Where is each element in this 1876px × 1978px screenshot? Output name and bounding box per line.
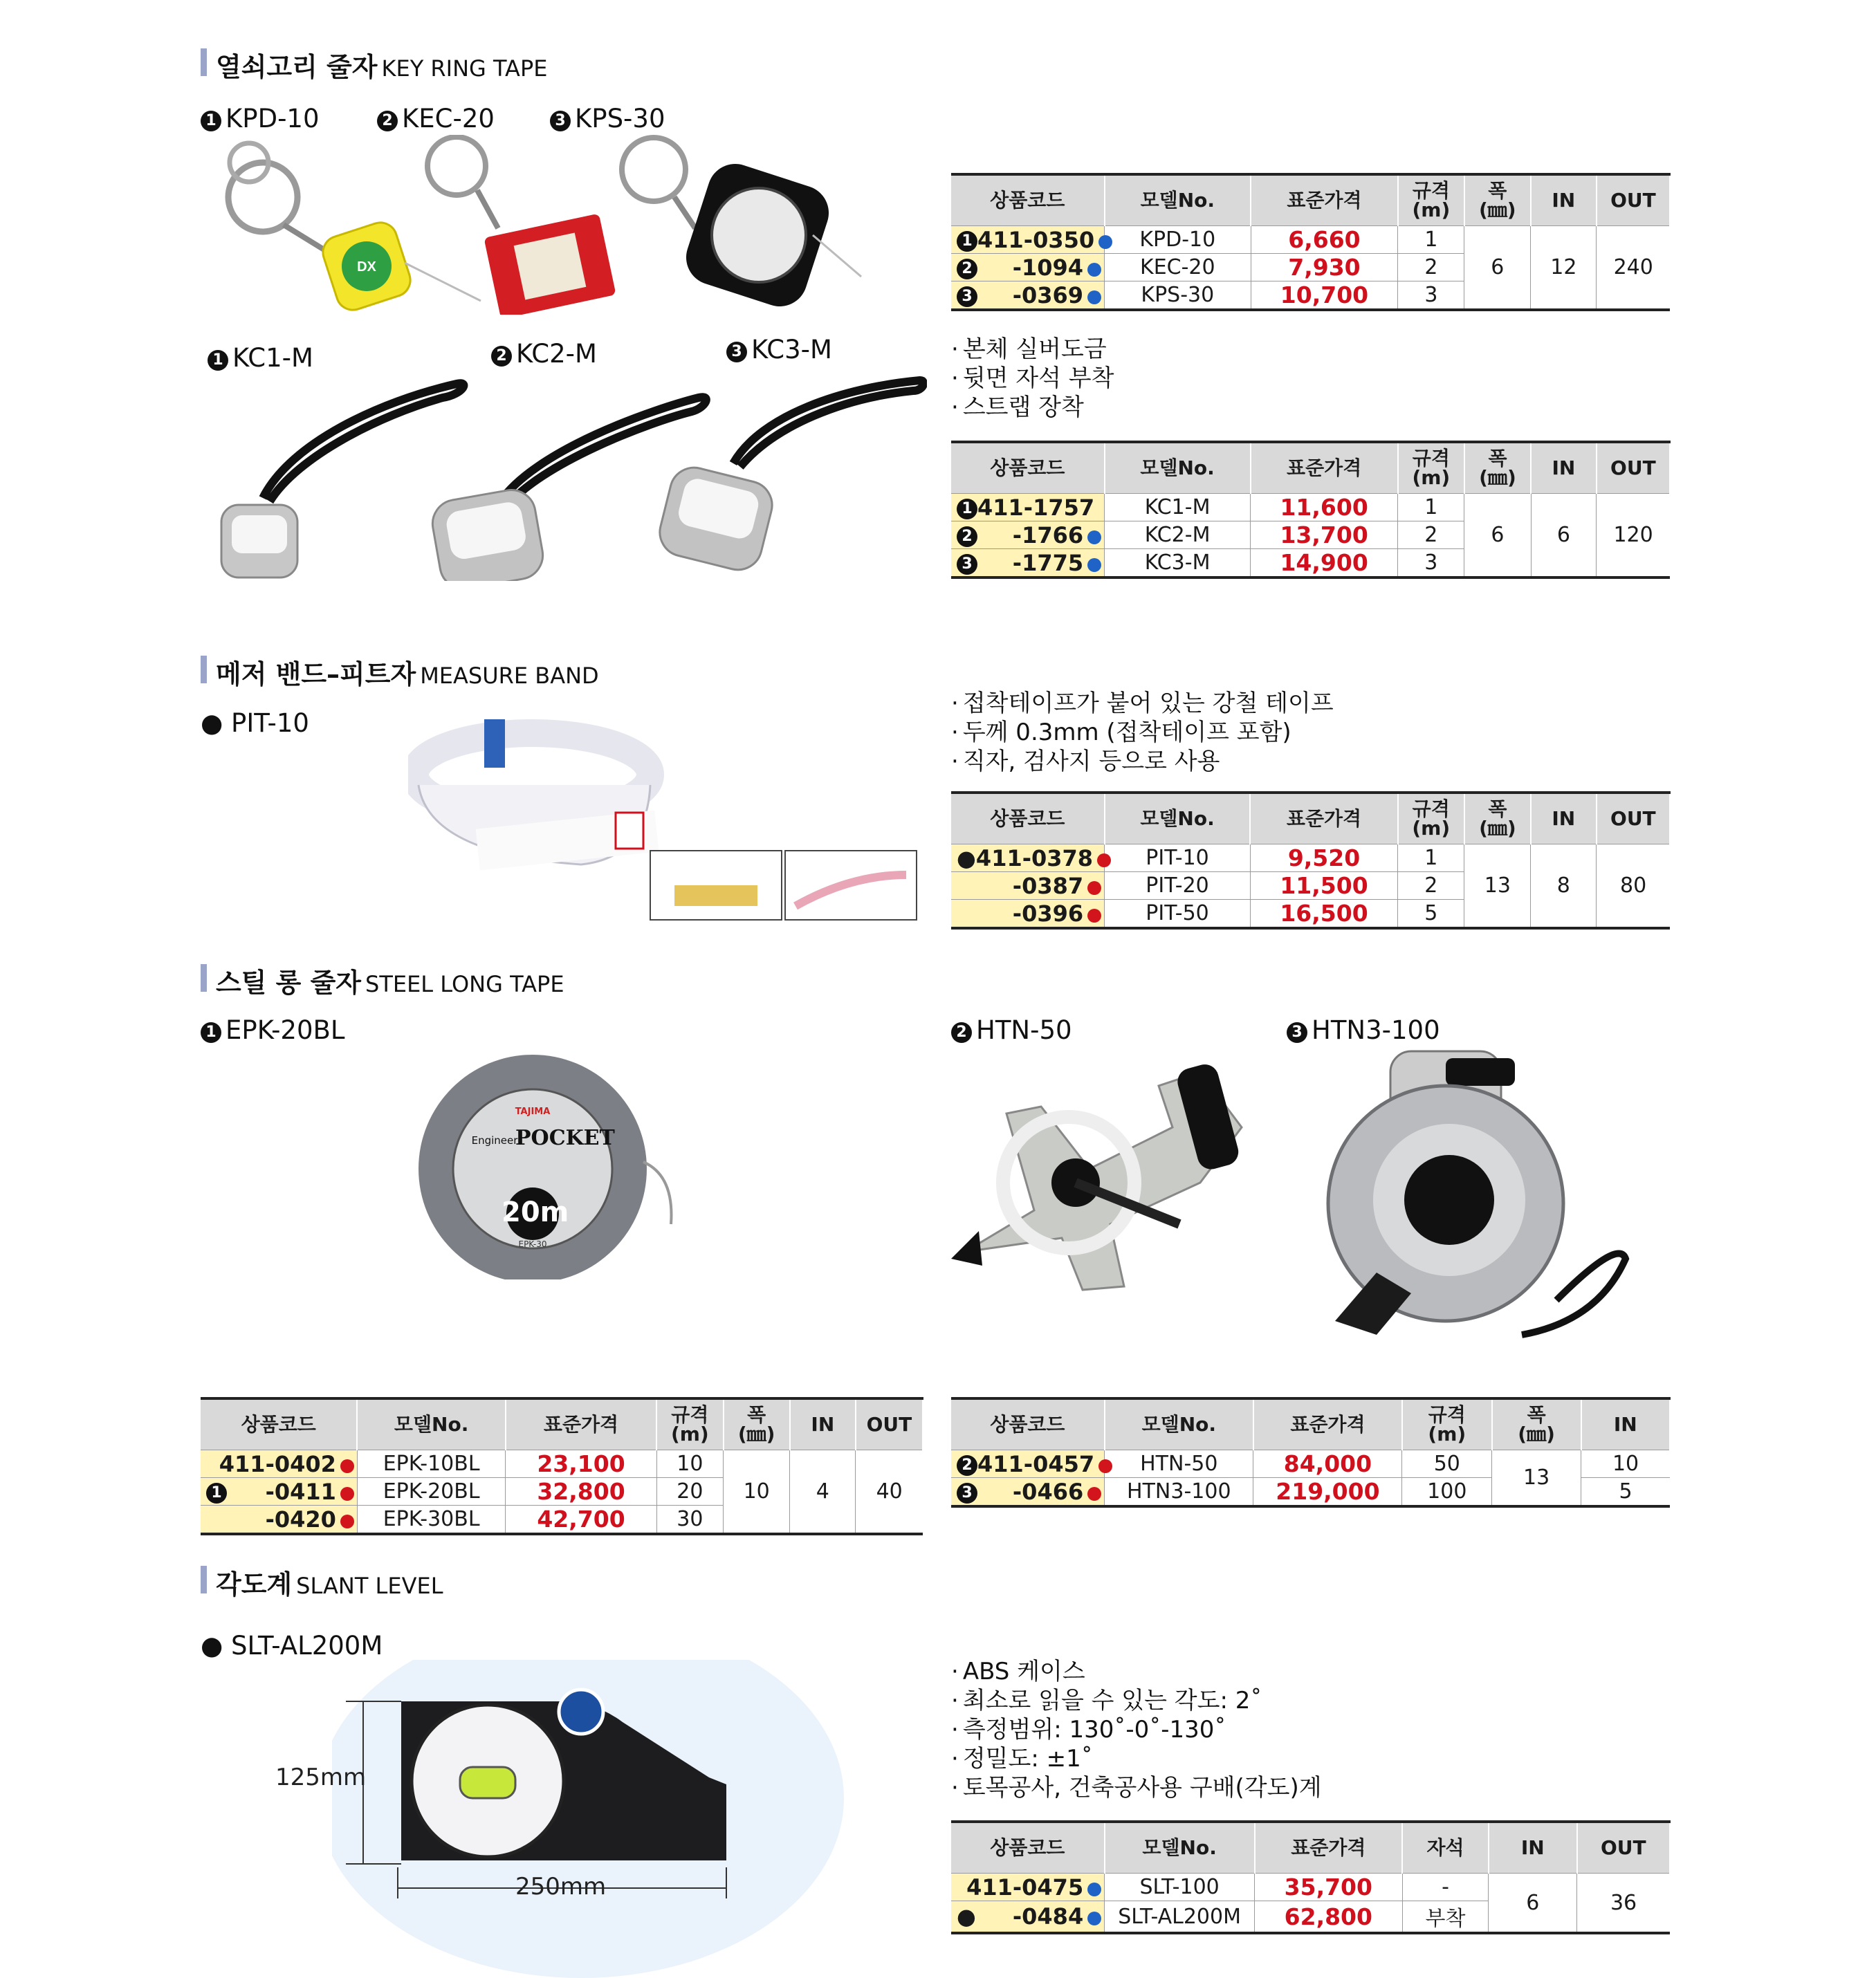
feature-item: · 접착테이프가 붙어 있는 강철 테이프 [951,689,1334,718]
feature-item: · ABS 케이스 [951,1657,1322,1686]
header-magnet: 자석 [1402,1822,1489,1874]
blue-dot-icon [1098,235,1112,249]
price-cell: 7,930 [1251,254,1398,281]
table-header-row [951,1398,1670,1450]
feature-list-pit [951,689,1334,776]
htn3-100-image [1294,1044,1653,1362]
magnet-cell: 부착 [1402,1901,1489,1934]
code-text: -0484 [1012,1903,1084,1930]
out-cell: 120 [1597,494,1670,578]
kc-series-images [208,360,927,581]
code-text: 411-1757 [977,494,1095,521]
pocket-line2: POCKET [515,1126,615,1150]
header-model: 모델No. [1105,174,1251,226]
product-label-text: PIT-10 [231,708,309,738]
table-row [951,1450,1670,1478]
bullet-dot: ● [957,844,976,871]
table-row [951,844,1670,872]
number-badge: 3 [726,342,747,362]
model-cell: KPD-10 [1105,226,1251,254]
feature-item: · 직자, 검사지 등으로 사용 [951,747,1334,776]
table-row [951,1874,1670,1901]
height-dimension: 125mm [275,1764,367,1791]
model-cell: KPS-30 [1105,281,1251,311]
bullet-dot: ● [201,708,232,738]
code-text: -0369 [1012,281,1084,308]
model-cell: SLT-AL200M [1105,1901,1255,1934]
header-width-text: 폭 [1488,179,1507,202]
product-label-text: KPD-10 [226,104,320,133]
header-out: OUT [1577,1822,1670,1874]
code-text: 411-0457 [977,1450,1095,1477]
spec-cell: 20 [656,1478,723,1506]
code-cell [951,872,1105,900]
header-in: IN [1581,1398,1670,1450]
section-title-ko: 열쇠고리 줄자 [216,52,378,82]
header-in: IN [1531,442,1597,494]
feature-list-kc [951,335,1114,422]
svg-text:DX: DX [357,259,376,275]
feature-item: · 스트랩 장착 [951,393,1114,422]
code-cell [201,1478,357,1506]
header-width-unit: (㎜) [1479,466,1516,489]
spec-cell: 1 [1398,494,1464,521]
number-badge: 1 [206,1483,227,1504]
red-dot-icon [1097,853,1111,867]
header-width [724,1398,790,1450]
in-cell: 12 [1531,226,1597,311]
price-cell: 16,500 [1250,900,1397,929]
code-cell [951,900,1105,929]
price-cell: 32,800 [506,1478,656,1506]
red-dot-icon [340,1515,354,1528]
model-cell: KC1-M [1105,494,1251,521]
spec-cell: 3 [1398,281,1464,311]
code-cell [951,1450,1105,1478]
model-cell: EPK-30BL [357,1506,505,1535]
red-dot-icon [1087,1487,1101,1501]
red-dot-icon [1087,909,1101,923]
number-badge: 3 [1287,1022,1307,1043]
header-model: 모델No. [1105,793,1251,844]
section-title-en: SLANT LEVEL [296,1573,443,1599]
header-spec [1398,174,1464,226]
header-width [1464,793,1531,844]
epk-20bl-image [405,1051,674,1279]
header-spec [1402,1398,1492,1450]
product-label-kpd [201,104,320,133]
product-label-text: HTN3-100 [1312,1015,1440,1045]
model-cell: KEC-20 [1105,254,1251,281]
in-cell: 6 [1531,494,1597,578]
product-label-text: SLT-AL200M [231,1631,383,1661]
product-label-slt [201,1631,383,1661]
blue-dot-icon [1087,1883,1101,1896]
header-spec [1398,442,1464,494]
price-cell: 11,500 [1250,872,1397,900]
price-cell: 23,100 [506,1450,656,1478]
header-spec-text: 규격 [1412,179,1450,202]
spec-table-pit [951,791,1671,930]
kec-20-image [415,135,636,315]
spec-cell: 1 [1398,226,1464,254]
number-badge: 3 [550,111,571,131]
header-price: 표준가격 [1255,1822,1403,1874]
product-label-htn [951,1015,1072,1045]
spec-cell: 10 [656,1450,723,1478]
number-badge: 2 [951,1022,972,1043]
number-badge: 3 [957,286,977,307]
header-in: IN [1531,793,1597,844]
header-spec-unit: (m) [1428,1423,1466,1445]
width-cell: 13 [1492,1450,1581,1507]
spec-cell: 3 [1398,549,1464,578]
product-label-text: KC3-M [751,335,832,364]
price-cell: 62,800 [1255,1901,1403,1934]
code-text: -1766 [1012,521,1084,548]
number-badge: 1 [208,350,228,371]
code-cell [951,494,1105,521]
model-cell: PIT-10 [1105,844,1251,872]
header-spec-text: 규격 [671,1403,709,1426]
header-out: OUT [1597,442,1670,494]
code-text: -0387 [1012,872,1084,899]
header-out: OUT [1597,793,1670,844]
blue-dot-icon [1087,263,1101,277]
spec-table-epk [201,1397,923,1535]
feature-item: · 정밀도: ±1˚ [951,1744,1322,1773]
spec-cell: 50 [1402,1450,1492,1478]
number-badge: 2 [957,526,977,547]
in-cell: 10 [1581,1450,1670,1478]
price-cell: 219,000 [1253,1478,1402,1507]
code-text: -0396 [1012,900,1084,927]
section-title-steel [201,961,564,999]
header-width [1492,1398,1581,1450]
measure-band-image [408,709,948,930]
section-title-ko: 메저 밴드–피트자 [216,659,416,690]
code-cell [951,1478,1105,1507]
header-price: 표준가격 [1250,793,1397,844]
header-width-unit: (㎜) [1479,817,1516,840]
red-dot-icon [1087,881,1101,895]
spec-table-slt [951,1820,1671,1934]
price-cell: 42,700 [506,1506,656,1535]
header-width [1464,174,1531,226]
bullet-dot: ● [957,1903,976,1930]
product-label-text: HTN-50 [976,1015,1072,1045]
section-title-ko: 각도계 [216,1569,293,1600]
header-width [1464,442,1531,494]
code-text: 411-0475 [966,1874,1084,1901]
spec-cell: 2 [1398,521,1464,549]
width-cell: 6 [1464,226,1531,311]
product-label-text: KPS-30 [575,104,665,133]
number-badge: 2 [377,111,398,131]
blue-dot-icon [1087,290,1101,304]
magnet-cell: - [1402,1874,1489,1901]
htn-50-image [951,1044,1297,1300]
price-cell: 84,000 [1253,1450,1402,1478]
price-cell: 9,520 [1250,844,1397,872]
spec-cell: 1 [1398,844,1464,872]
feature-list-slt [951,1657,1322,1802]
product-label-kps [550,104,665,133]
code-cell [951,281,1105,311]
code-cell [951,1901,1105,1934]
code-cell [201,1506,357,1535]
code-text: -1094 [1012,254,1084,281]
code-cell [951,254,1105,281]
red-dot-icon [1098,1459,1112,1473]
pocket-model: EPK-30 [518,1239,547,1249]
table-header-row [201,1398,923,1450]
bullet-dot: ● [201,1631,232,1661]
header-out: OUT [1597,174,1670,226]
header-code: 상품코드 [951,174,1105,226]
model-cell: KC2-M [1105,521,1251,549]
header-spec-unit: (m) [670,1423,709,1445]
red-dot-icon [340,1459,354,1473]
in-cell: 4 [790,1450,856,1535]
pocket-size: 20m [502,1196,569,1228]
section-title-slant [201,1563,443,1601]
header-spec-text: 규격 [1412,797,1450,820]
spec-table-keyring [951,173,1671,311]
spec-cell: 100 [1402,1478,1492,1507]
code-text: -0411 [265,1478,336,1505]
table-header-row [951,793,1670,844]
brand-text: TAJIMA [515,1107,551,1117]
section-title-en: STEEL LONG TAPE [365,971,564,997]
red-dot-icon [340,1487,354,1501]
price-cell: 10,700 [1251,281,1398,311]
feature-item: · 본체 실버도금 [951,335,1114,364]
header-spec-text: 규격 [1412,447,1450,470]
in-cell: 8 [1531,844,1597,929]
model-cell: KC3-M [1105,549,1251,578]
code-cell [951,844,1105,872]
header-price: 표준가격 [1253,1398,1402,1450]
header-code: 상품코드 [951,793,1105,844]
table-header-row [951,174,1670,226]
product-label-text: EPK-20BL [226,1015,345,1045]
header-width-text: 폭 [1488,797,1507,820]
table-row [951,226,1670,254]
code-cell [951,549,1105,578]
product-label-htn3 [1287,1015,1440,1045]
product-label-text: KEC-20 [402,104,495,133]
header-spec [656,1398,723,1450]
feature-item: · 토목공사, 건축공사용 구배(각도)계 [951,1773,1322,1802]
feature-item: · 두께 0.3mm (접착테이프 포함) [951,718,1334,747]
number-badge: 3 [957,554,977,575]
number-badge: 2 [957,1455,977,1476]
code-text: -0420 [265,1506,336,1533]
code-text: 411-0350 [977,226,1095,253]
out-cell: 40 [856,1450,923,1535]
table-header-row [951,1822,1670,1874]
code-cell [951,226,1105,254]
product-label-pit [201,708,309,738]
number-badge: 2 [491,346,512,367]
code-text: 411-0402 [219,1450,336,1477]
width-cell: 10 [724,1450,790,1535]
price-cell: 6,660 [1251,226,1398,254]
header-price: 표준가격 [506,1398,656,1450]
section-title-ko: 스틸 롱 줄자 [216,968,361,998]
price-cell: 11,600 [1251,494,1398,521]
header-price: 표준가격 [1251,442,1398,494]
code-cell [951,521,1105,549]
header-spec-unit: (m) [1412,466,1451,489]
header-code: 상품코드 [951,1822,1105,1874]
number-badge: 1 [957,231,977,252]
header-spec [1398,793,1464,844]
spec-cell: 5 [1398,900,1464,929]
header-spec-unit: (m) [1412,817,1451,840]
feature-item: · 뒷면 자석 부착 [951,364,1114,393]
width-dimension: 250mm [515,1873,607,1901]
feature-item: · 측정범위: 130˚-0˚-130˚ [951,1715,1322,1744]
section-title-keyring [201,46,547,84]
header-width-text: 폭 [1488,447,1507,470]
pocket-line1: Engineer [471,1134,518,1147]
table-row [951,494,1670,521]
spec-cell: 30 [656,1506,723,1535]
code-text: -1775 [1012,549,1084,576]
header-in: IN [1531,174,1597,226]
out-cell: 80 [1597,844,1670,929]
number-badge: 1 [957,499,977,519]
number-badge: 3 [957,1483,977,1504]
number-badge: 2 [957,259,977,279]
spec-cell: 2 [1398,872,1464,900]
code-cell [951,1874,1105,1901]
in-cell: 5 [1581,1478,1670,1507]
table-row [201,1450,923,1478]
kps-30-image [605,131,903,318]
code-text: 411-0378 [975,844,1094,871]
model-cell: HTN3-100 [1105,1478,1253,1507]
price-cell: 14,900 [1251,549,1398,578]
model-cell: EPK-10BL [357,1450,505,1478]
model-cell: PIT-50 [1105,900,1251,929]
width-cell: 13 [1464,844,1531,929]
product-label-text: KC2-M [516,339,597,369]
header-model: 모델No. [1105,1398,1253,1450]
header-code: 상품코드 [201,1398,357,1450]
header-model: 모델No. [1105,1822,1255,1874]
section-title-en: KEY RING TAPE [381,55,548,82]
slant-level-image [332,1660,941,1978]
spec-table-kc [951,441,1671,579]
blue-dot-icon [1087,1912,1101,1925]
out-cell: 240 [1597,226,1670,311]
number-badge: 1 [201,111,221,131]
header-model: 모델No. [1105,442,1251,494]
header-code: 상품코드 [951,1398,1105,1450]
header-out: OUT [856,1398,923,1450]
price-cell: 13,700 [1251,521,1398,549]
number-badge: 1 [201,1022,221,1043]
model-cell: PIT-20 [1105,872,1251,900]
product-label-text: KC1-M [232,343,313,373]
header-in: IN [1489,1822,1577,1874]
table-header-row [951,442,1670,494]
section-title-en: MEASURE BAND [420,663,599,689]
out-cell: 36 [1577,1874,1670,1934]
header-width-text: 폭 [1527,1403,1546,1426]
product-label-kec [377,104,495,133]
spec-cell: 2 [1398,254,1464,281]
header-model: 모델No. [357,1398,505,1450]
header-width-unit: (㎜) [1518,1423,1555,1445]
price-cell: 35,700 [1255,1874,1403,1901]
in-cell: 6 [1489,1874,1577,1934]
header-spec-text: 규격 [1428,1403,1466,1426]
model-cell: HTN-50 [1105,1450,1253,1478]
header-width-unit: (㎜) [737,1423,775,1445]
code-cell [201,1450,357,1478]
blue-dot-icon [1087,530,1101,544]
model-cell: EPK-20BL [357,1478,505,1506]
width-cell: 6 [1464,494,1531,578]
header-in: IN [790,1398,856,1450]
section-title-measure [201,653,599,691]
header-width-text: 폭 [747,1403,766,1426]
code-text: -0466 [1012,1478,1084,1505]
blue-dot-icon [1087,558,1101,572]
header-width-unit: (㎜) [1479,198,1516,221]
model-cell: SLT-100 [1105,1874,1255,1901]
header-spec-unit: (m) [1412,198,1451,221]
header-price: 표준가격 [1251,174,1398,226]
spec-table-htn [951,1397,1671,1508]
header-code: 상품코드 [951,442,1105,494]
product-label-epk [201,1015,345,1045]
feature-item: · 최소로 읽을 수 있는 각도: 2˚ [951,1686,1322,1715]
